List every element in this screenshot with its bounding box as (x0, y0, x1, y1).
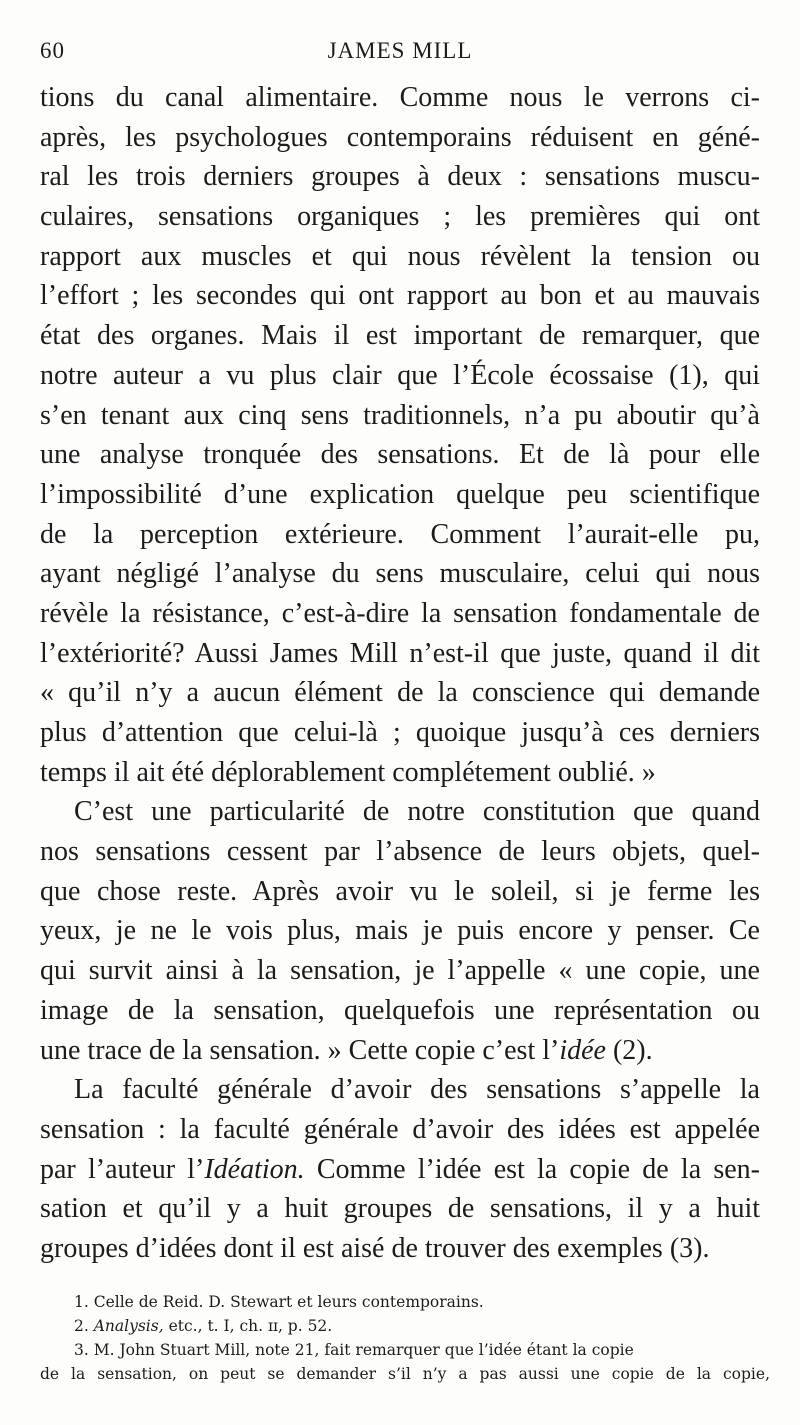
text-line: l’impossibilité d’une explication quelque peu scientifique (40, 478, 760, 510)
text-line: La faculté générale d’avoir des sensations s’appelle la (74, 1074, 760, 1106)
footnote-title: Analysis, (93, 1317, 164, 1335)
text-line: état des organes. Mais il est important de remarquer, que (40, 320, 760, 352)
text-line: après, les psychologues contemporains réduisent en géné- (40, 121, 760, 153)
text-line: C’est une particularité de notre constitution que quand (74, 796, 760, 828)
text-segment: Comme l’idée est la copie de la sen- (304, 1153, 760, 1185)
text-line: notre auteur a vu plus clair que l’École écossaise (1), qui (40, 359, 760, 391)
footnote-number: 2. (74, 1317, 94, 1335)
text-line: ral les trois derniers groupes à deux : sensations muscu- (40, 161, 760, 193)
text-segment: une trace de la sensation. » Cette copie c’est l’ (40, 1034, 560, 1066)
text-line: nos sensations cessent par l’absence de leurs objets, quel- (40, 836, 760, 868)
page-header (40, 38, 760, 70)
text-line: l’extériorité? Aussi James Mill n’est-il que juste, quand il dit (40, 637, 760, 669)
footnote-2 (40, 1314, 770, 1338)
text-line: yeux, je ne le vois plus, mais je puis encore y penser. Ce (40, 915, 760, 947)
footnote-3: 3. M. John Stuart Mill, note 21, fait remarquer que l’idée étant la copie (74, 1341, 634, 1359)
text-line: ayant négligé l’analyse du sens musculaire, celui qui nous (40, 558, 760, 590)
text-line: rapport aux muscles et qui nous révèlent la tension ou (40, 240, 760, 272)
text-line: tions du canal alimentaire. Comme nous le verrons ci- (40, 82, 760, 113)
footnote-1: 1. Celle de Reid. D. Stewart et leurs contemporains. (74, 1293, 484, 1311)
text-line: sensation : la faculté générale d’avoir des idées est appelée (40, 1113, 760, 1145)
text-line: de la perception extérieure. Comment l’aurait-elle pu, (40, 518, 760, 550)
text-segment: par l’auteur l’ (40, 1153, 205, 1185)
page-number: 60 (40, 38, 65, 63)
text-line: temps il ait été déplorablement complétement oublié. » (40, 756, 656, 788)
text-line: révèle la résistance, c’est-à-dire la sensation fondamentale de (40, 597, 760, 629)
text-line: une analyse tronquée des sensations. Et de là pour elle (40, 439, 760, 471)
italic-term: Idéation. (204, 1153, 305, 1185)
body-text (40, 78, 760, 1269)
text-line: que chose reste. Après avoir vu le soleil, si je ferme les (40, 875, 760, 907)
text-line: plus d’attention que celui-là ; quoique jusqu’à ces derniers (40, 717, 760, 748)
footnote-3-continued: de la sensation, on peut se demander s’il n’y a pas aussi une copie de la copie, (40, 1365, 770, 1383)
running-title: JAMES MILL (327, 38, 473, 63)
text-line: image de la sensation, quelquefois une représentation ou (40, 994, 760, 1026)
text-line (40, 1031, 760, 1071)
text-line: culaires, sensations organiques ; les premières qui ont (40, 201, 760, 233)
text-line: sation et qu’il y a huit groupes de sensations, il y a huit (40, 1193, 760, 1225)
footnotes (40, 1290, 770, 1386)
text-line: l’effort ; les secondes qui ont rapport au bon et au mauvais (40, 280, 760, 312)
text-line: groupes d’idées dont il est aisé de trouver des exemples (3). (40, 1232, 710, 1264)
footnote-text: etc., t. I, ch. ɪɪ, p. 52. (163, 1317, 333, 1335)
text-segment: (2). (605, 1034, 653, 1066)
text-line: « qu’il n’y a aucun élément de la conscience qui demande (40, 677, 760, 709)
text-line: s’en tenant aux cinq sens traditionnels, n’a pu aboutir qu’à (40, 399, 760, 431)
text-line: qui survit ainsi à la sensation, je l’appelle « une copie, une (40, 955, 760, 987)
italic-term: idée (559, 1034, 606, 1066)
text-line (40, 1150, 760, 1190)
